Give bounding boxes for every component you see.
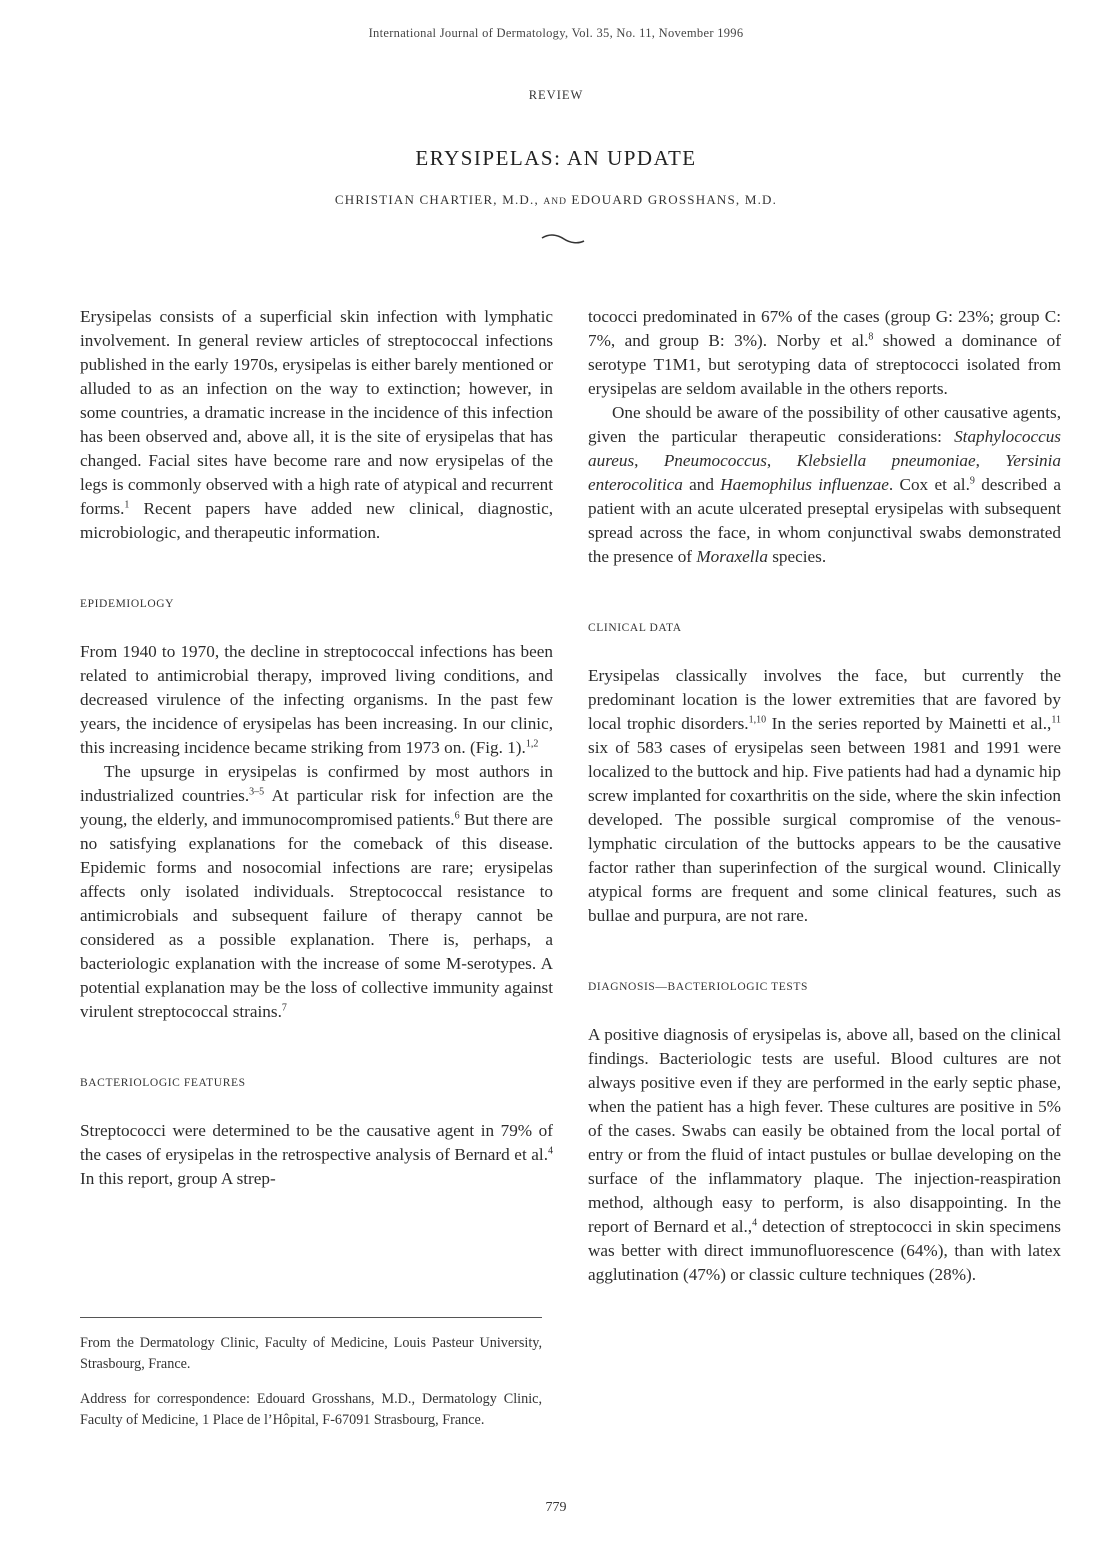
swash-ornament-icon — [540, 232, 586, 246]
footnote-affiliation: From the Dermatology Clinic, Faculty of Medicine, Louis Pasteur University, Strasbourg, France. — [80, 1335, 542, 1372]
article-title: ERYSIPELAS: AN UPDATE — [415, 146, 697, 170]
author-line — [0, 192, 1112, 208]
left-column — [80, 305, 553, 1191]
causative-agents-paragraph: One should be aware of the possibility of other causative agents, given the particular therapeutic considerations: Staphylococcus aureus, Pneumococcus, Klebsiella pneumoniae, Yersinia enterocolitica and Haemophilus influenzae. Cox et al.$^9$ described a patient with an acute ulcerated preseptal erysipelas with subsequent spread across the face, in whom conjunctival swabs demonstrated the presence of Moraxella species. — [588, 403, 1062, 566]
section-heading-diagnosis: DIAGNOSIS—BACTERIOLOGIC TESTS — [588, 981, 809, 993]
footnote-divider — [80, 1317, 542, 1318]
section-heading-clinical-data: CLINICAL DATA — [588, 622, 682, 634]
intro-paragraph: Erysipelas consists of a superficial skin infection with lymphatic involvement. In general review articles of streptococcal infections published in the early 1970s, erysipelas is either barely mentioned or alluded to as an infection on the way to extinction; however, in some countries, a dramatic increase in the incidence of this infection has been observed and, above all, it is the site of erysipelas that has changed. Facial sites have become rare and now erysipelas of the legs is commonly observed with a high rate of atypical and recurrent forms.$^1$ Recent papers have added new clinical, diagnostic, microbiologic, and therapeutic information. — [80, 307, 554, 542]
author-conjunction: AND — [543, 197, 567, 207]
footnotes — [80, 1333, 542, 1445]
section-label: REVIEW — [528, 88, 584, 102]
epidemiology-paragraph-1: From 1940 to 1970, the decline in streptococcal infections has been related to antimicrobial therapy, improved living conditions, and decreased virulence of the infecting organisms. In the past few years, the incidence of erysipelas has been increasing. In our clinic, this increasing incidence became striking from 1973 on. (Fig. 1).$^{1,2}$ — [80, 642, 553, 757]
section-heading-bacteriologic-features: BACTERIOLOGIC FEATURES — [80, 1077, 246, 1089]
diagnosis-paragraph-1: A positive diagnosis of erysipelas is, above all, based on the clinical findings. Bacteriologic tests are useful. Blood cultures are not always positive even if they are performed in the early septic phase, when the patient has a high fever. These cultures are positive in 5% of the cases. Swabs can easily be obtained from the local portal of entry or from the fluid of intact pustules or bullae developing on the surface of the inflammatory plaque. The injection-reaspiration method, although easy to perform, is also disappointing. In the report of Bernard et al.,$^4$ detection of streptococci in skin specimens was better with direct immunofluorescence (64%), than with latex agglutination (47%) or classic culture techniques (28%). — [588, 1025, 1061, 1284]
author-1: CHRISTIAN CHARTIER, M.D., — [334, 192, 539, 207]
running-head: International Journal of Dermatology, Vol. 35, No. 11, November 1996 — [368, 26, 744, 40]
bacteriologic-paragraph-1: Streptococci were determined to be the causative agent in 79% of the cases of erysipelas in the retrospective analysis of Bernard et al.$^4$ In this report, group A strep- — [80, 1121, 553, 1188]
clinical-paragraph-1: Erysipelas classically involves the face, but currently the predominant location is the lower extremities that are favored by local trophic disorders.$^{1,10}$ In the series reported by Mainetti et al.,$^{11}$ six of 583 cases of erysipelas seen between 1981 and 1991 were localized to the buttock and hip. Five patients had had a dynamic hip screw implanted for coxarthritis on the side, where the skin infection developed. The possible surgical compromise of the venous-lymphatic circulation of the buttocks appears to be the causative factor rather than superinfection of the surgical wound. Clinically atypical forms are frequent and some clinical features, such as bullae and purpura, are not rare. — [588, 666, 1062, 925]
continued-paragraph: tococci predominated in 67% of the cases (group G: 23%; group C: 7%, and group B: 3%). Norby et al.$^8$ showed a dominance of serotype T1M1, but serotyping data of streptococci isolated from erysipelas are seldom available in the others reports. — [588, 307, 1061, 398]
footnote-correspondence: Address for correspondence: Edouard Grosshans, M.D., Dermatology Clinic, Faculty of Medicine, 1 Place de l’Hôpital, F-67091 Strasbourg, France. — [80, 1391, 542, 1428]
page-number: 779 — [545, 1500, 567, 1515]
epidemiology-paragraph-2: The upsurge in erysipelas is confirmed by most authors in industrialized countries.$^{3-5}$ At particular risk for infection are the young, the elderly, and immunocompromised patients.$^6$ But there are no satisfying explanations for the comeback of this disease. Epidemic forms and nosocomial infections are rare; erysipelas affects only isolated individuals. Streptococcal resistance to antimicrobials and subsequent failure of therapy cannot be considered as a possible explanation. There is, perhaps, a bacteriologic explanation with the increase of some M-serotypes. A potential explanation may be the loss of collective immunity against virulent streptococcal strains.$^7$ — [80, 762, 553, 1021]
section-heading-epidemiology: EPIDEMIOLOGY — [80, 598, 175, 610]
author-2: EDOUARD GROSSHANS, M.D. — [571, 192, 778, 207]
right-column — [588, 305, 1061, 1287]
